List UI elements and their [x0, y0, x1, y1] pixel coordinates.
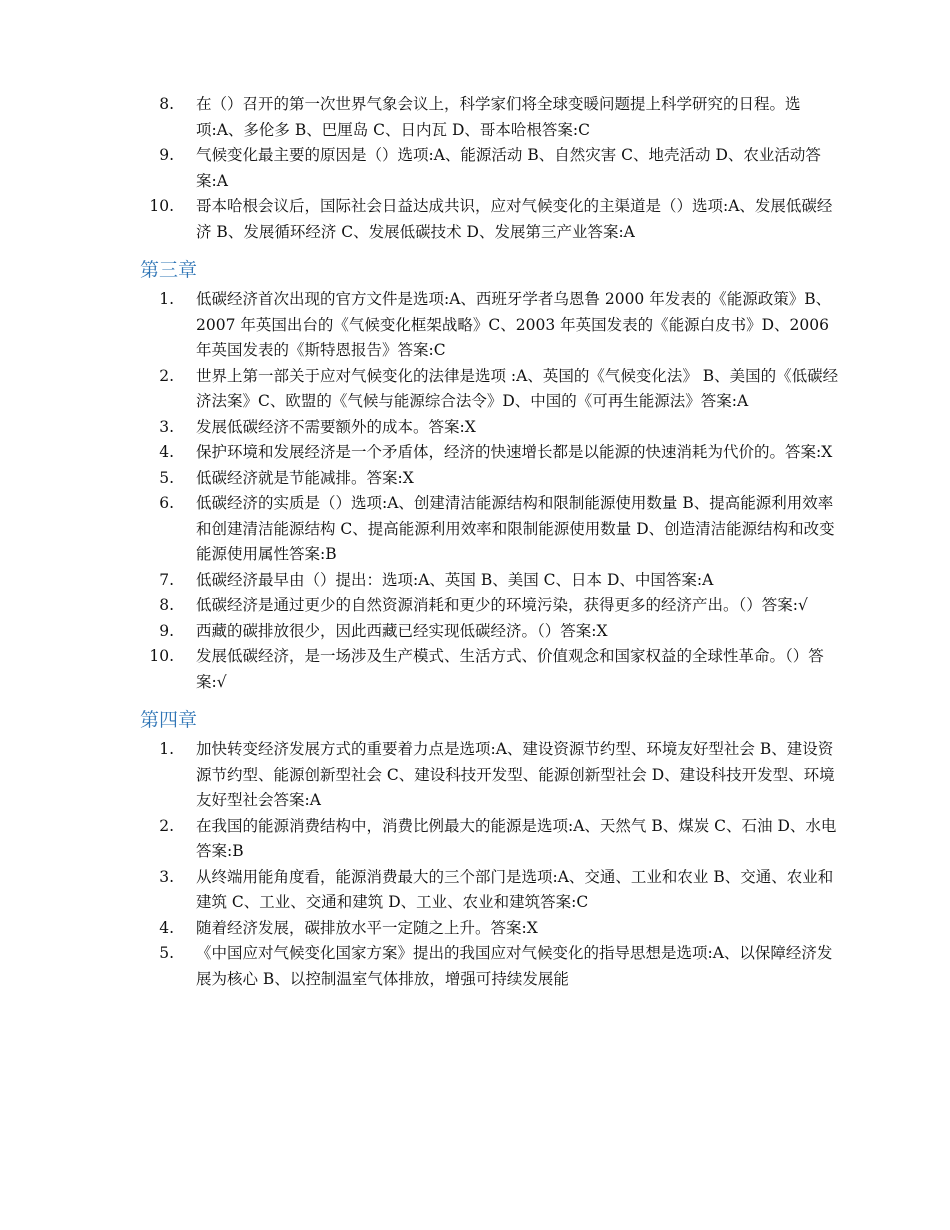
question-number: 5. — [159, 468, 174, 487]
question-text: 低碳经济首次出现的官方文件是选项:A、西班牙学者乌恩鲁 2000 年发表的《能源政策》B、2007 年英国出台的《气候变化框架战略》C、2003 年英国发表的《能源白皮书》D、2006 年英国发表的《斯特恩报告》答案:C — [196, 290, 832, 359]
question-text: 低碳经济是通过更少的自然资源消耗和更少的环境污染，获得更多的经济产出。（）答案:√ — [196, 596, 808, 614]
question-number: 1. — [159, 290, 174, 308]
list-item — [140, 143, 840, 194]
question-list — [140, 92, 840, 245]
list-item — [140, 814, 840, 865]
question-number: 10. — [149, 197, 174, 215]
question-text: 发展低碳经济，是一场涉及生产模式、生活方式、价值观念和国家权益的全球性革命。（）答案:√ — [196, 647, 824, 691]
question-number: 9. — [159, 621, 174, 640]
question-text: 西藏的碳排放很少，因此西藏已经实现低碳经济。（）答案:X — [196, 621, 608, 640]
question-list — [140, 287, 840, 695]
list-item — [140, 644, 840, 695]
question-number: 4. — [159, 443, 174, 461]
question-number: 2. — [159, 816, 174, 835]
section-chapter3 — [140, 257, 840, 695]
question-text: 气候变化最主要的原因是（）选项:A、能源活动 B、自然灾害 C、地壳活动 D、农业活动答案:A — [196, 146, 821, 190]
chapter-heading: 第四章 — [140, 709, 198, 731]
list-item — [140, 491, 840, 568]
list-item — [140, 737, 840, 814]
list-item — [140, 440, 840, 466]
list-item — [140, 941, 840, 992]
list-item — [140, 194, 840, 245]
question-text: 低碳经济最早由（）提出：选项:A、英国 B、美国 C、日本 D、中国答案:A — [196, 570, 714, 589]
question-number: 6. — [159, 494, 174, 512]
list-item — [140, 466, 840, 492]
list-item — [140, 865, 840, 916]
question-number: 2. — [159, 366, 174, 385]
question-text: 在我国的能源消费结构中，消费比例最大的能源是选项:A、天然气 B、煤炭 C、石油 D、水电答案:B — [196, 816, 837, 860]
question-number: 5. — [159, 944, 174, 962]
list-item — [140, 92, 840, 143]
question-text: 《中国应对气候变化国家方案》提出的我国应对气候变化的指导思想是选项:A、以保障经济发展为核心 B、以控制温室气体排放，增强可持续发展能 — [196, 944, 833, 988]
list-item — [140, 593, 840, 619]
list-item — [140, 364, 840, 415]
question-number: 8. — [159, 596, 174, 614]
list-item — [140, 619, 840, 645]
question-number: 1. — [159, 740, 174, 758]
question-list — [140, 737, 840, 992]
question-text: 低碳经济就是节能减排。答案:X — [196, 468, 414, 487]
chapter-heading: 第三章 — [140, 259, 198, 281]
section-chapter4 — [140, 707, 840, 992]
question-text: 从终端用能角度看，能源消费最大的三个部门是选项:A、交通、工业和农业 B、交通、农业和建筑 C、工业、交通和建筑 D、工业、农业和建筑答案:C — [196, 867, 834, 911]
question-number: 4. — [159, 918, 174, 937]
list-item — [140, 568, 840, 594]
question-text: 在（）召开的第一次世界气象会议上，科学家们将全球变暖问题提上科学研究的日程。选项:A、多伦多 B、巴厘岛 C、日内瓦 D、哥本哈根答案:C — [196, 95, 801, 139]
question-number: 3. — [159, 417, 174, 436]
question-number: 3. — [159, 867, 174, 886]
question-text: 加快转变经济发展方式的重要着力点是选项:A、建设资源节约型、环境友好型社会 B、建设资源节约型、能源创新型社会 C、建设科技开发型、能源创新型社会 D、建设科技开发型、环境友好型社会答案:A — [196, 740, 835, 809]
question-text: 哥本哈根会议后，国际社会日益达成共识，应对气候变化的主渠道是（）选项:A、发展低碳经济 B、发展循环经济 C、发展低碳技术 D、发展第三产业答案:A — [196, 197, 833, 241]
question-number: 8. — [159, 95, 174, 113]
list-item — [140, 916, 840, 942]
question-text: 发展低碳经济不需要额外的成本。答案:X — [196, 417, 476, 436]
question-text: 保护环境和发展经济是一个矛盾体，经济的快速增长都是以能源的快速消耗为代价的。答案:X — [196, 443, 833, 461]
list-item — [140, 287, 840, 364]
question-number: 9. — [159, 146, 174, 164]
section-chapter2-continued — [140, 92, 840, 245]
question-text: 世界上第一部关于应对气候变化的法律是选项 :A、英国的《气候变化法》 B、美国的《低碳经济法案》C、欧盟的《气候与能源综合法令》D、中国的《可再生能源法》答案:A — [196, 366, 839, 410]
question-number: 7. — [159, 570, 174, 589]
list-item — [140, 415, 840, 441]
question-text: 低碳经济的实质是（）选项:A、创建清洁能源结构和限制能源使用数量 B、提高能源利用效率和创建清洁能源结构 C、提高能源利用效率和限制能源使用数量 D、创造清洁能源结构和改变能源使用属性答案:B — [196, 494, 835, 563]
question-number: 10. — [149, 647, 174, 665]
question-text: 随着经济发展，碳排放水平一定随之上升。答案:X — [196, 918, 538, 937]
